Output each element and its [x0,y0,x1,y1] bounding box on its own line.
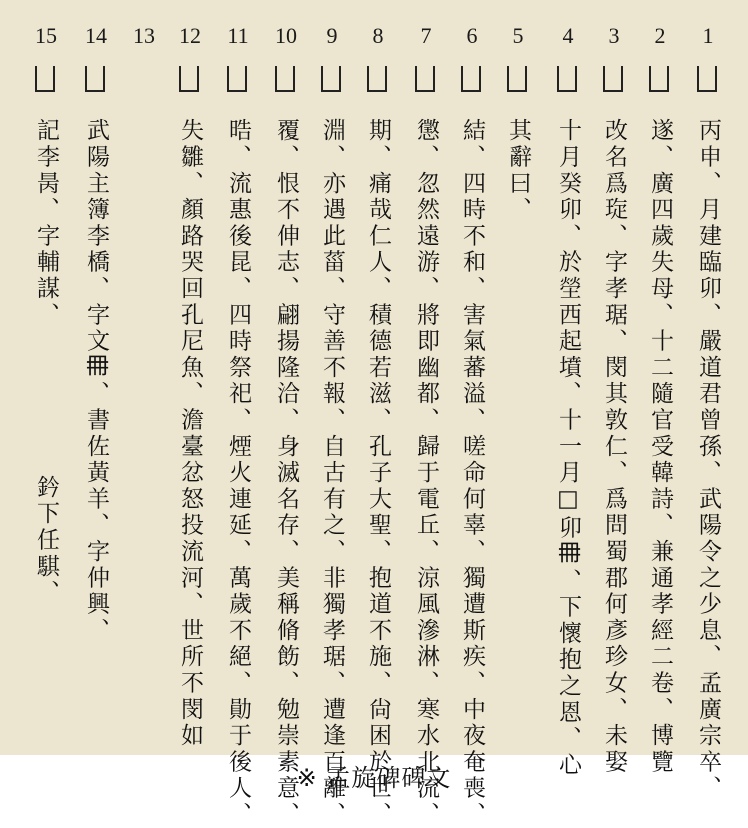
column-text: 失雛、顏路哭回孔尼魚、澹臺忿怒投流河、世所不閔如 [177,118,203,750]
missing-text-bracket [415,66,435,92]
column-text: 十月癸卯、於塋西起墳、十一月□卯𠕋、下懷抱之恩、心 [555,118,581,779]
column-number: 14 [85,23,107,48]
column-number: 13 [133,23,155,48]
column-number: 2 [654,23,666,48]
column-14 [76,0,116,755]
missing-text-bracket [697,66,717,92]
column-text: 結、四時不和、害氣蕃溢、嗟命何辜、獨遭斯疾、中夜奄喪、 [459,118,485,828]
column-3 [594,0,634,776]
column-text: 期、痛哉仁人、積德若滋、孔子大聖、抱道不施、尙困於世、 [365,118,391,828]
missing-text-bracket [227,66,247,92]
column-12 [170,0,210,755]
column-text: 淵、亦遇此菑、守善不報、自古有之、非獨孝琚、遭逢百離、 [319,118,345,828]
missing-text-bracket [179,66,199,92]
column-text: 覆、恨不伸志、翩揚隆洽、身滅名存、美稱脩飭、勉崇素意、 [273,118,299,828]
column-number: 8 [372,23,384,48]
figure-caption: ※ 孟旋碑碑文 [296,764,452,792]
column-10 [266,0,306,828]
missing-text-bracket [367,66,387,92]
column-4 [548,0,588,779]
column-number: 1 [702,23,714,48]
column-2 [640,0,680,776]
missing-text-bracket [461,66,481,92]
column-number: 3 [608,23,620,48]
column-15 [26,0,66,755]
column-11 [218,0,258,828]
missing-text-bracket [321,66,341,92]
column-text: 遂、廣四歲失母、十二隨官受韓詩、兼通孝經二卷、博覽 [647,118,673,776]
column-number: 15 [35,23,57,48]
missing-text-bracket [85,66,105,92]
column-text: 丙申、月建臨卯、嚴道君曾孫、武陽令之少息、孟廣宗卒、 [695,118,721,802]
column-text: 其辭曰、 [505,118,531,224]
column-text: 武陽主簿李橋、字文𠕋、書佐黃羊、字仲興、 [83,118,109,644]
missing-text-bracket [507,66,527,92]
column-number: 11 [227,23,249,48]
column-text: 改名爲琁、字孝琚、閔其敦仁、爲問蜀郡何彥珍女、未娶 [601,118,627,776]
column-number: 9 [326,23,338,48]
column-7 [406,0,446,828]
missing-text-bracket [35,66,55,92]
column-6 [452,0,492,828]
missing-text-bracket [649,66,669,92]
column-8 [358,0,398,828]
column-9 [312,0,352,828]
missing-text-bracket [603,66,623,92]
column-number: 4 [562,23,574,48]
column-text: 記李昺、字輔謀、 鈐下任騏、 [33,118,59,607]
column-number: 12 [179,23,201,48]
column-number: 7 [420,23,432,48]
column-number: 6 [466,23,478,48]
missing-text-bracket [275,66,295,92]
column-1 [688,0,728,802]
column-number: 10 [275,23,297,48]
column-5 [498,0,538,755]
column-13 [124,0,164,755]
missing-text-bracket [557,66,577,92]
column-text: 晧、流惠後昆、四時祭祀、煙火連延、萬歲不絕、勛于後人、 [225,118,251,828]
column-text: 懲、忽然遠游、將即幽都、歸于電丘、涼風滲淋、寒水北流、 [413,118,439,828]
column-number: 5 [512,23,524,48]
